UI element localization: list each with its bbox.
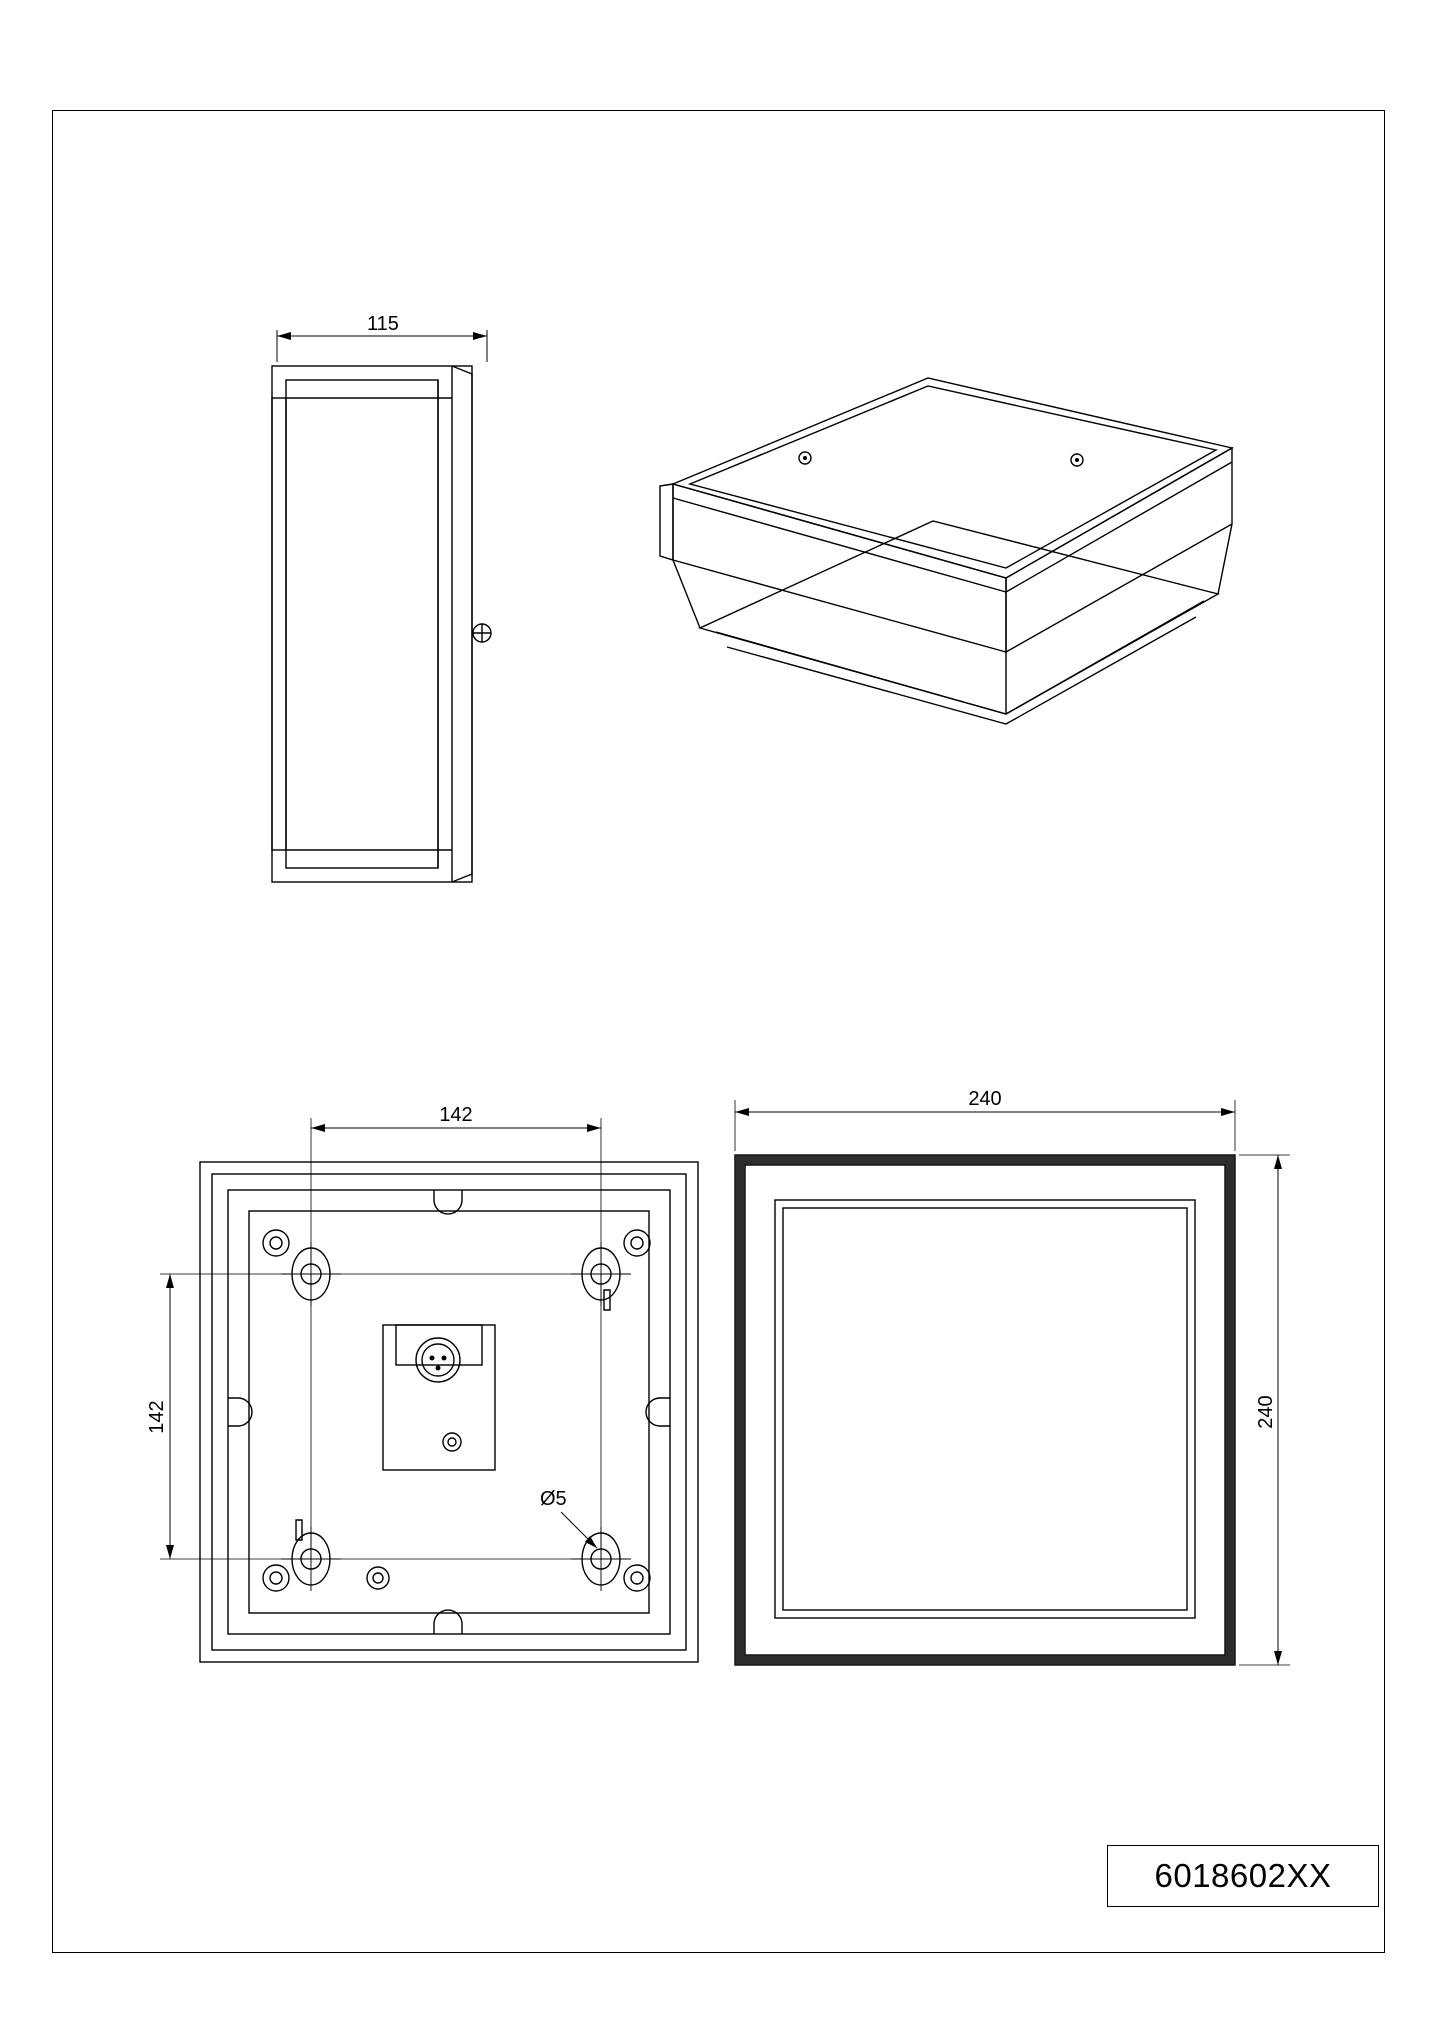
- dim-front-height-label: 240: [1255, 1395, 1277, 1429]
- title-block: [1107, 1845, 1379, 1907]
- dim-hole-diameter-label: Ø5: [540, 1488, 567, 1510]
- dim-hole-spacing-h-label: 142: [439, 1104, 473, 1126]
- dim-front-width-label: 240: [968, 1088, 1002, 1110]
- part-number-label: 6018602XX: [1154, 1857, 1332, 1894]
- front-plan-view: [735, 1100, 1290, 1665]
- side-elevation-view: [272, 330, 491, 882]
- dim-side-width-label: 115: [367, 313, 399, 335]
- isometric-view: [660, 378, 1232, 724]
- dim-hole-spacing-v-label: 142: [146, 1400, 168, 1434]
- bottom-plan-view: [160, 1118, 698, 1662]
